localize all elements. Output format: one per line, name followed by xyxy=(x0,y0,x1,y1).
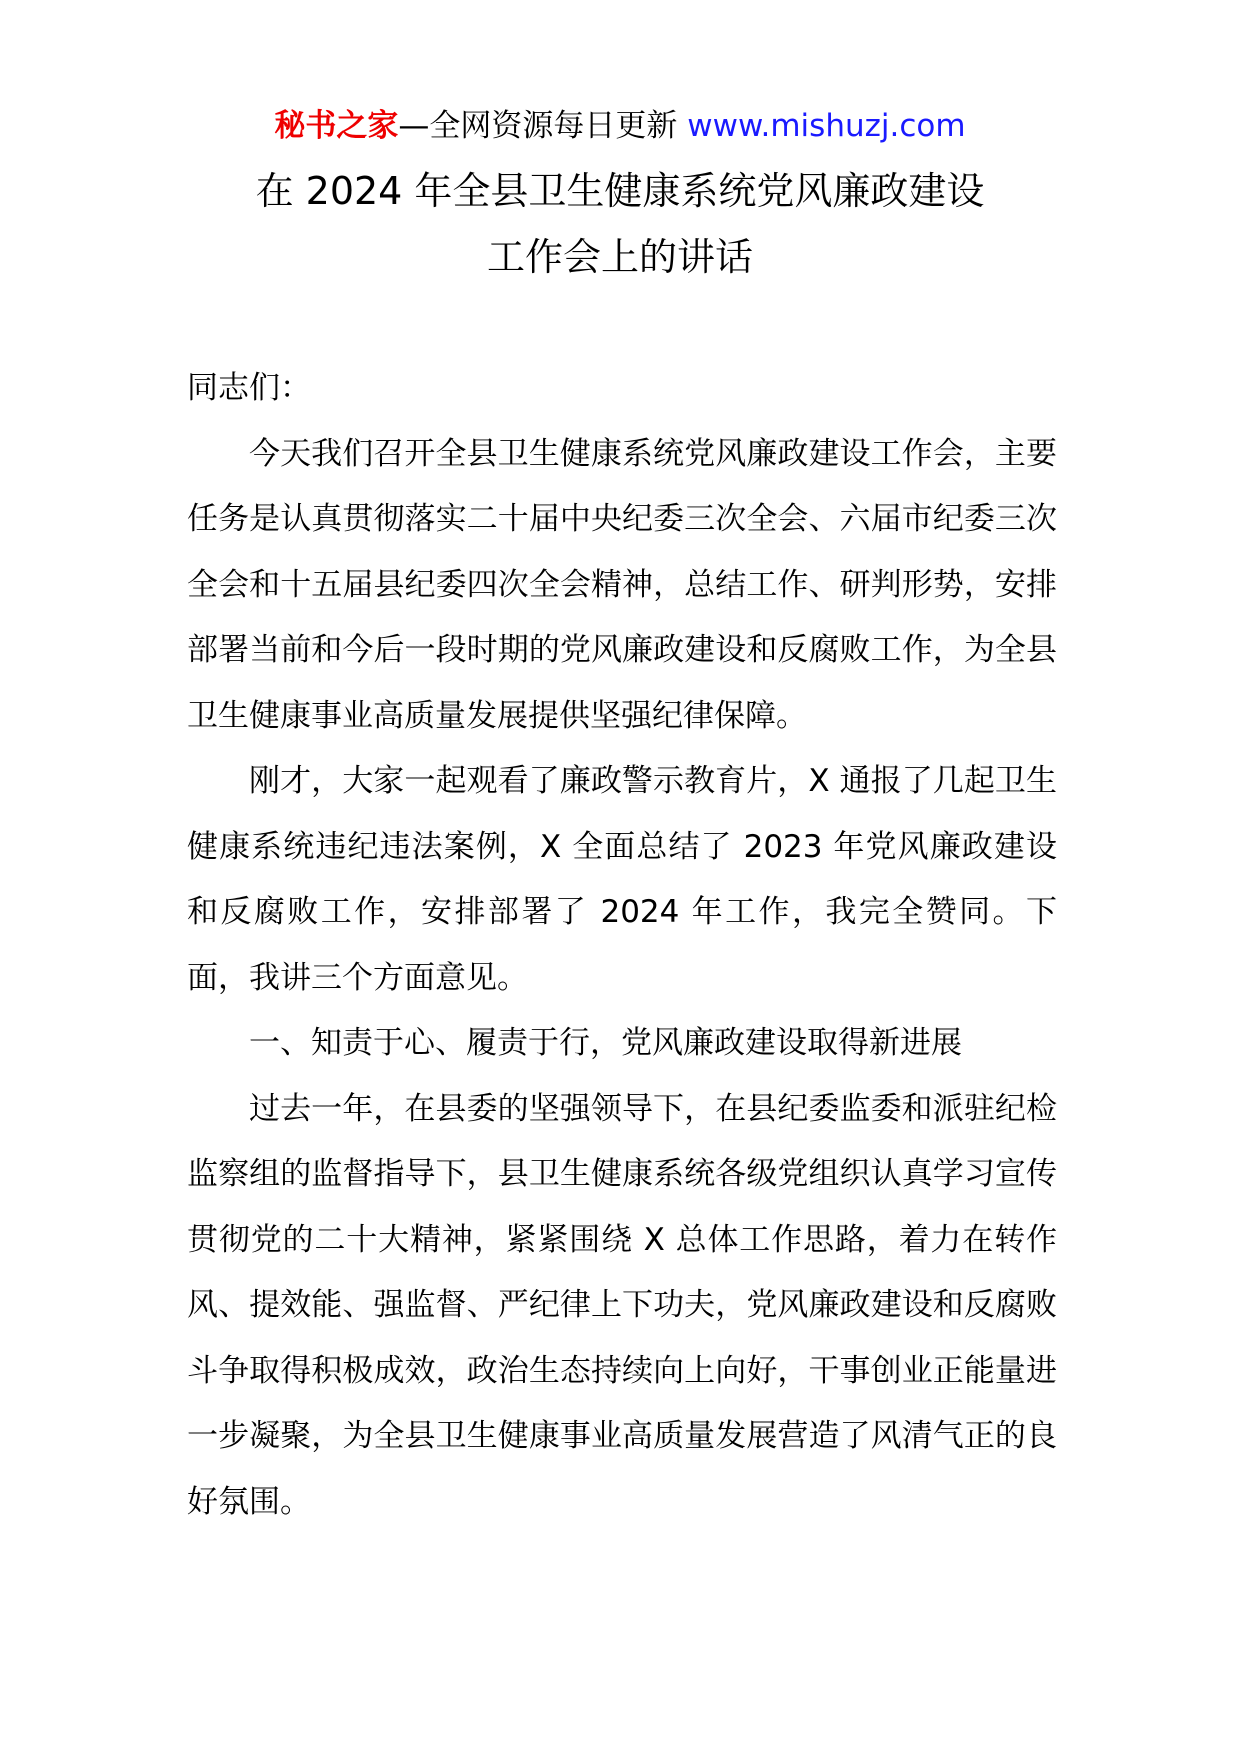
document-body xyxy=(187,356,1057,1535)
section-heading-1: 一、知责于心、履责于行，党风廉政建设取得新进展 xyxy=(249,1025,962,1061)
salutation: 同志们： xyxy=(187,370,311,406)
paragraph-intro: 今天我们召开全县卫生健康系统党风廉政建设工作会，主要任务是认真贯彻落实二十届中央纪委三次全会、六届市纪委三次全会和十五届县纪委四次全会精神，总结工作、研判形势，安排部署当前和今后一段时期的党风廉政建设和反腐败工作，为全县卫生健康事业高质量发展提供坚强纪律保障。 xyxy=(187,435,1057,734)
document-title-line-2: 工作会上的讲话 xyxy=(486,235,753,279)
document-title-line-1: 在 2024 年全县卫生健康系统党风廉政建设 xyxy=(255,169,985,213)
site-tagline: —全网资源每日更新 xyxy=(398,108,688,144)
paragraph-review: 刚才，大家一起观看了廉政警示教育片，X 通报了几起卫生健康系统违纪违法案例，X 全面总结了 2023 年党风廉政建设和反腐败工作，安排部署了 2024 年工作，我完全赞同。下面，我讲三个方面意见。 xyxy=(187,763,1057,996)
paragraph-past-year: 过去一年，在县委的坚强领导下，在县纪委监委和派驻纪检监察组的监督指导下，县卫生健康系统各级党组织认真学习宣传贯彻党的二十大精神，紧紧围绕 X 总体工作思路，着力在转作风、提效能、强监督、严纪律上下功夫，党风廉政建设和反腐败斗争取得积极成效，政治生态持续向上向好，干事创业正能量进一步凝聚，为全县卫生健康事业高质量发展营造了风清气正的良好氛围。 xyxy=(187,1090,1057,1520)
site-header xyxy=(0,104,1240,148)
site-url-link[interactable]: www.mishuzj.com xyxy=(687,108,966,144)
site-name: 秘书之家 xyxy=(274,108,399,144)
